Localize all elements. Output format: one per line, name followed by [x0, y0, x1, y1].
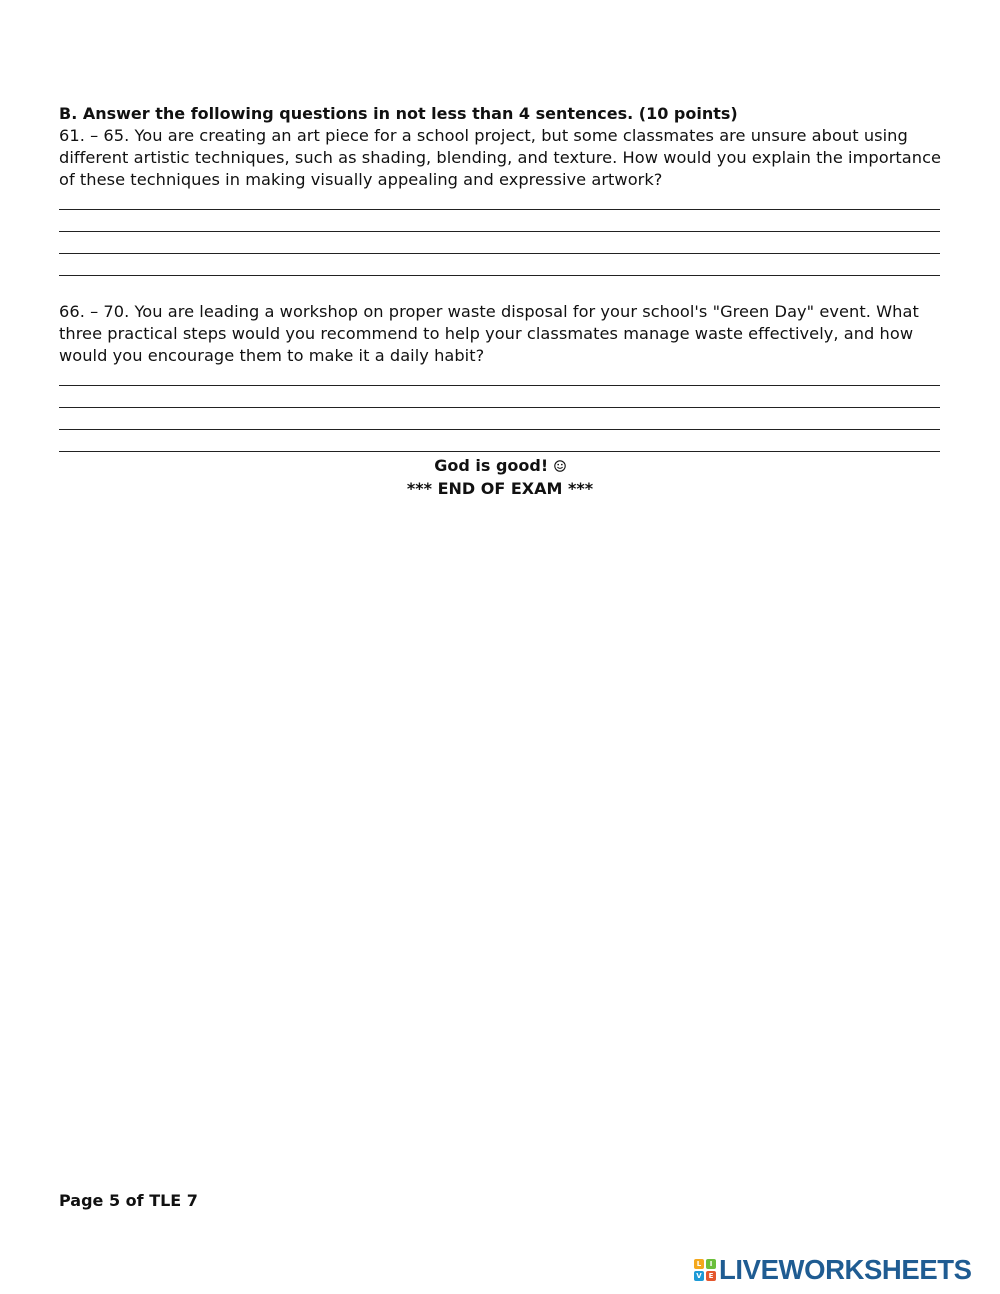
answer-line-q1-4[interactable]	[59, 275, 940, 276]
question-66-70: 66. – 70. You are leading a workshop on proper waste disposal for your school's "Green Day" event. What three practical steps would you recommend to help your classmates manage waste effectively, and how would you encourage them to make it a daily habit?	[59, 302, 919, 365]
end-of-exam: *** END OF EXAM ***	[406, 479, 594, 498]
liveworksheets-icon	[694, 1259, 716, 1281]
closing-text: God is good!	[434, 456, 549, 475]
smiley-icon	[554, 460, 566, 472]
logo-cell-e: E	[706, 1271, 716, 1281]
closing-message	[0, 455, 1000, 477]
answer-line-q2-4[interactable]	[59, 451, 940, 452]
liveworksheets-wordmark: LIVEWORKSHEETS	[719, 1254, 972, 1285]
answer-line-q1-3[interactable]	[59, 253, 940, 254]
logo-cell-v: V	[694, 1271, 704, 1281]
question-61-65: 61. – 65. You are creating an art piece for a school project, but some classmates are unsure about using different artistic techniques, such as shading, blending, and texture. How would you explain the importance of these techniques in making visually appealing and expressive artwork?	[59, 126, 942, 189]
answer-line-q1-1[interactable]	[59, 209, 940, 210]
answer-line-q2-3[interactable]	[59, 429, 940, 430]
answer-line-q1-2[interactable]	[59, 231, 940, 232]
answer-line-q2-1[interactable]	[59, 385, 940, 386]
page-number: Page 5 of TLE 7	[59, 1191, 198, 1210]
logo-cell-l: L	[694, 1259, 704, 1269]
logo-cell-i: I	[706, 1259, 716, 1269]
liveworksheets-logo[interactable]	[694, 1256, 972, 1284]
section-heading: B. Answer the following questions in not less than 4 sentences. (10 points)	[59, 104, 738, 123]
answer-line-q2-2[interactable]	[59, 407, 940, 408]
